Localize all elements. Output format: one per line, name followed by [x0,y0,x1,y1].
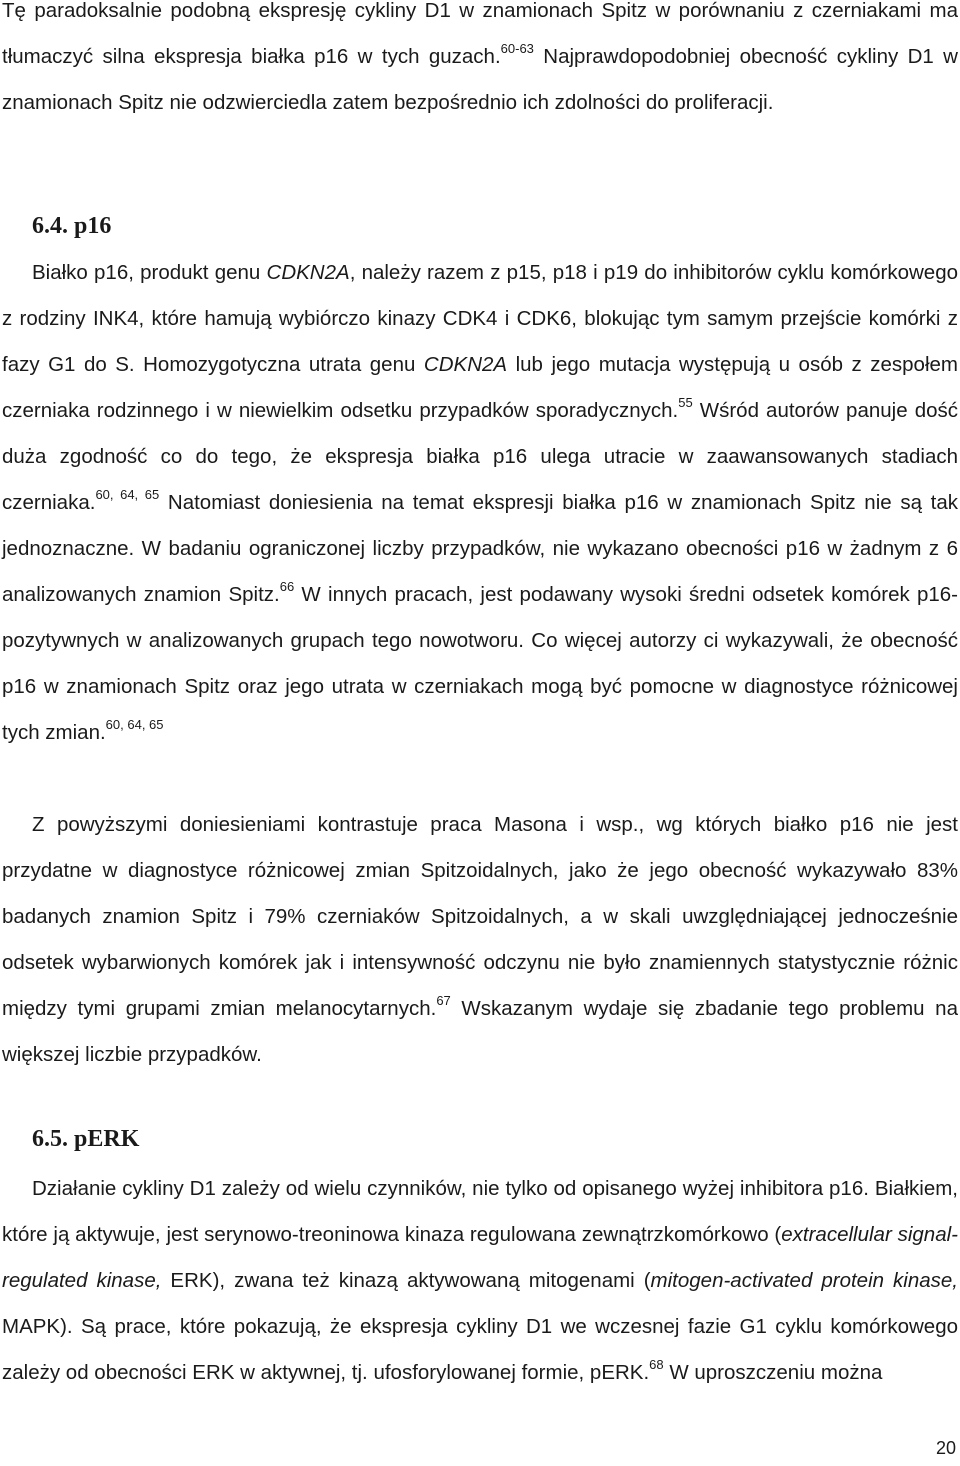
gene-name-italic: CDKN2A [266,261,350,284]
intro-text-2: Najprawdopodobniej obecność cykliny D1 w znamionach Spitz nie odzwierciedla zatem bezpośrednio ich zdolności do proliferacji. [2,45,958,114]
page-number: 20 [935,1438,956,1458]
citation-ref: 67 [436,993,451,1009]
citation-ref: 55 [678,395,693,411]
section-heading-perk: 6.5. pERK [32,1126,140,1152]
text-run: , należy razem z p15, p18 i p19 do inhibitorów cyklu komórkowego z rodziny INK4, które hamują wybiórczo kinazy CDK4 i CDK6, blokując tym samym przejście komórki z fazy G1 do S. Homozygotyczna utrata genu [2,261,958,376]
text-run: Wskazanym wydaje się zbadanie tego problemu na większej liczbie przypadków. [2,997,958,1066]
citation-ref: 60, 64, 65 [105,717,164,733]
p16-paragraph-1 [2,250,958,756]
text-run: Wśród autorów panuje dość duża zgodność co do tego, że ekspresja białka p16 ulega utracie w zaawansowanych stadiach czerniaka. [2,399,958,514]
text-run: W innych pracach, jest podawany wysoki średni odsetek komórek p16-pozytywnych w analizowanych grupach tego nowotworu. Co więcej autorzy ci wykazywali, że obecność p16 w znamionach Spitz oraz jego utrata w czerniakach mogą być pomocne w diagnostyce różnicowej tych zmian. [2,583,958,744]
text-run: W uproszczeniu można [663,1361,883,1384]
text-run: Natomiast doniesienia na temat ekspresji białka p16 w znamionach Spitz nie są tak jednoznaczne. W badaniu ograniczonej liczby przypadków, nie wykazano obecności p16 w żadnym z 6 analizowanych znamion Spitz. [2,491,959,606]
term-italic: extracellular signal-regulated kinase, [2,1223,958,1292]
term-italic: mitogen-activated protein kinase, [650,1269,958,1292]
gene-name-italic: CDKN2A [423,353,508,376]
intro-paragraph [2,0,958,126]
text-run: lub jego mutacja występują u osób z zespołem czerniaka rodzinnego i w niewielkim odsetku przypadków sporadycznych. [2,353,958,422]
citation-ref: 60, 64, 65 [95,487,160,503]
text-run: Z powyższymi doniesieniami kontrastuje praca Masona i wsp., wg których białko p16 nie jest przydatne w diagnostyce różnicowej zmian Spitzoidalnych, jako że jego obecność wykazywało 83% badanych znamion Spitz i 79% czerniaków Spitzoidalnych, a w skali uwzględniającej jednocześnie odsetek wybarwionych komórek jak i intensywność odczynu nie było znamiennych statystycznie różnic między tymi grupami zmian melanocytarnych. [2,813,958,1020]
citation-ref: 60-63 [500,41,534,57]
intro-text-1: Tę paradoksalnie podobną ekspresję cykliny D1 w znamionach Spitz w porównaniu z czerniakami ma tłumaczyć silna ekspresja białka p16 w tych guzach. [2,0,958,68]
perk-paragraph-1 [2,1166,958,1396]
citation-ref: 66 [279,579,295,595]
p16-paragraph-2 [2,802,958,1078]
text-run: Białko p16, produkt genu [32,261,267,284]
text-run: MAPK). Są prace, które pokazują, że ekspresja cykliny D1 we wczesnej fazie G1 cyklu komórkowego zależy od obecności ERK w aktywnej, tj. ufosforylowanej formie, pERK. [2,1315,958,1384]
text-run: Działanie cykliny D1 zależy od wielu czynników, nie tylko od opisanego wyżej inhibitora p16. Białkiem, które ją aktywuje, jest serynowo-treoninowa kinaza regulowana zewnątrzkomórkowo ( [2,1177,958,1246]
section-heading-p16: 6.4. p16 [32,213,112,239]
citation-ref: 68 [649,1357,664,1373]
text-run: ERK), zwana też kinazą aktywowaną mitogenami ( [161,1269,651,1292]
